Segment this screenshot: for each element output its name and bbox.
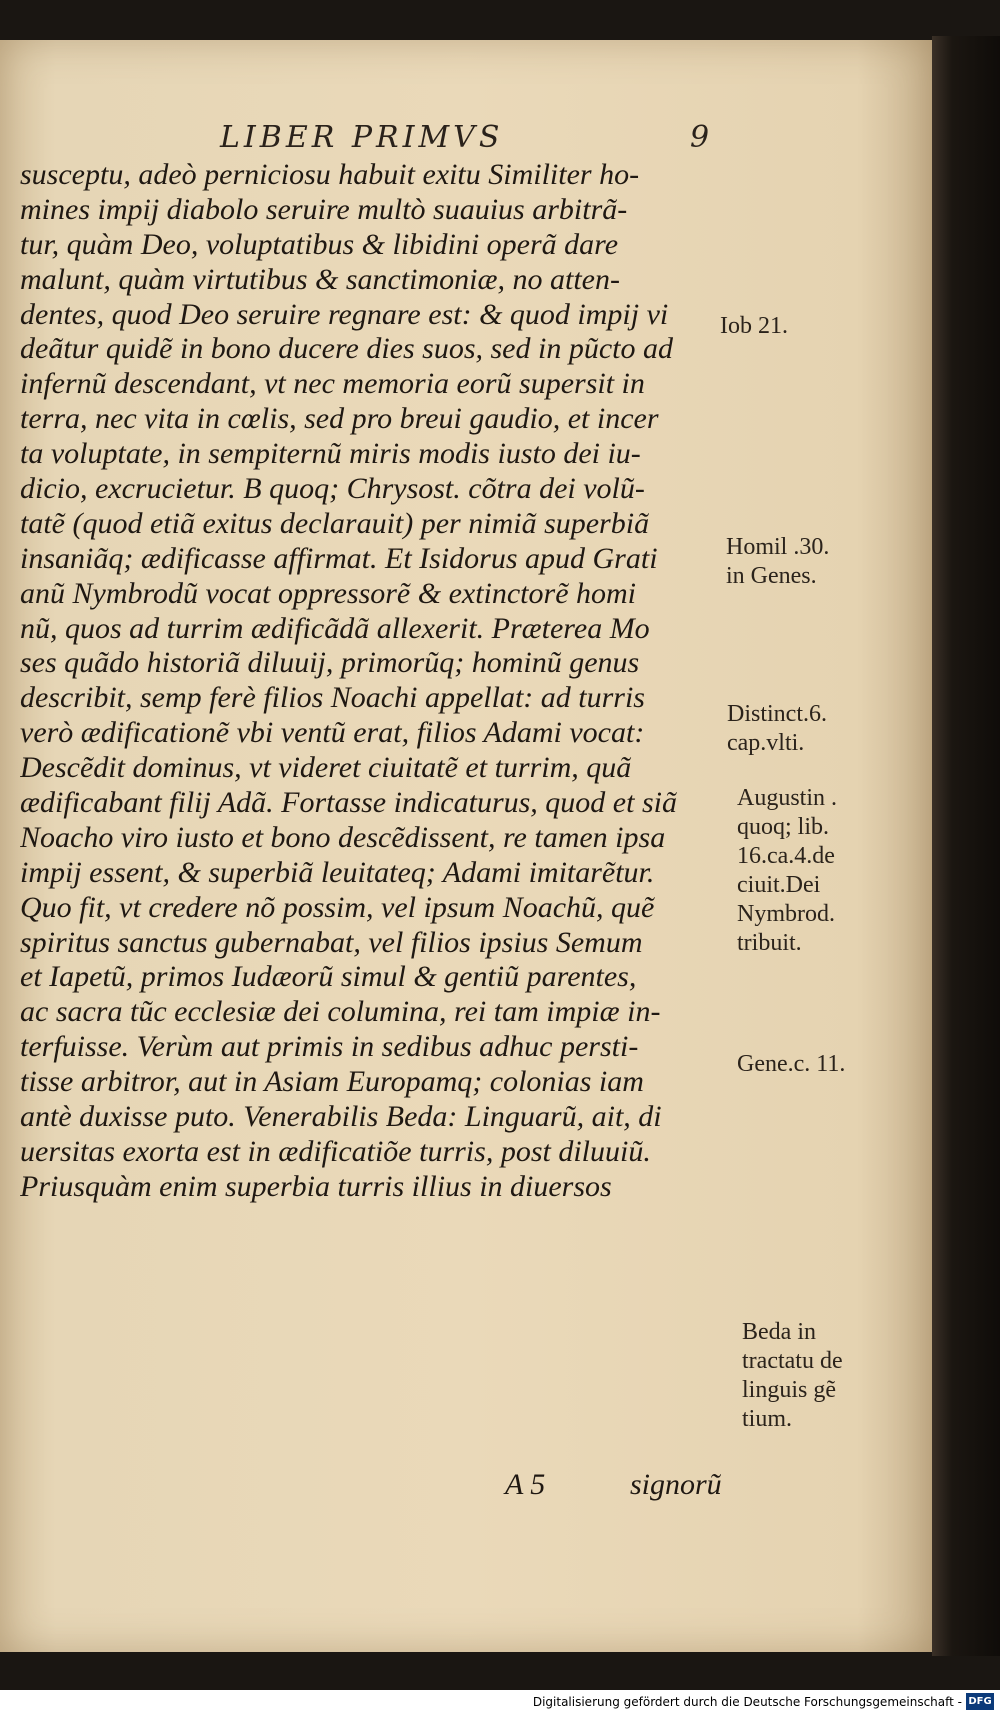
text-line: nũ, quos ad turrim ædificãdã allexerit. Præterea Mo (20, 611, 650, 645)
text-line: ta voluptate, in sempiternũ miris modis iusto dei iu- (20, 437, 641, 471)
dfg-logo: DFG (966, 1693, 994, 1710)
text-line: impij essent, & superbiã leuitateq; Adami imitarẽtur. (20, 855, 655, 889)
marginal-note-augustin (737, 784, 837, 958)
text-line: Priusquàm enim superbia turris illius in diuersos (20, 1169, 612, 1203)
marginal-line: Beda in (742, 1319, 816, 1345)
marginal-line: Homil .30. (726, 534, 830, 560)
text-line: susceptu, adeò perniciosu habuit exitu Similiter ho- (20, 158, 640, 191)
text-line: deãtur quidẽ in bono ducere dies suos, sed in pũcto ad (20, 332, 673, 366)
text-line: tatẽ (quod etiã exitus declarauit) per nimiã superbiã (20, 506, 650, 540)
marginal-line: tractatu de (742, 1348, 843, 1374)
text-line: dentes, quod Deo seruire regnare est: & quod impij vi (20, 297, 669, 331)
marginal-note-homil (726, 533, 829, 591)
marginal-line: ciuit.Dei (737, 872, 821, 898)
text-line: dicio, excrucietur. B quoq; Chrysost. cõtra dei volũ- (20, 472, 645, 506)
marginal-line: in Genes. (726, 563, 817, 589)
text-line: ædificabant filij Adã. Fortasse indicaturus, quod et siã (20, 786, 677, 820)
text-line: mines impij diabolo seruire multò suauius arbitrã- (20, 192, 628, 226)
marginal-line: Augustin . (737, 785, 838, 811)
text-line: malunt, quàm virtutibus & sanctimoniæ, no atten- (20, 262, 620, 296)
text-line: insaniãq; ædificasse affirmat. Et Isidorus apud Grati (20, 541, 658, 575)
book-edge (932, 36, 1000, 1656)
text-line: infernũ descendant, vt nec memoria eorũ supersit in (20, 367, 645, 401)
text-line: terra, nec vita in cœlis, sed pro breui gaudio, et incer (20, 402, 659, 436)
signature-mark: A 5 (505, 1468, 546, 1501)
text-line: anũ Nymbrodũ vocat oppressorẽ & extinctorẽ homi (20, 576, 637, 610)
marginal-line: tium. (742, 1406, 793, 1432)
funding-credit: Digitalisierung gefördert durch die Deutsche Forschungsgemeinschaft - (532, 1695, 962, 1709)
folio-number: 9 (690, 120, 714, 155)
running-head-title: LIBER PRIMVS (220, 120, 504, 155)
marginal-line: tribuit. (737, 930, 802, 956)
text-line: ac sacra tũc ecclesiæ dei columina, rei tam impiæ in- (20, 995, 661, 1029)
text-line: Noacho viro iusto et bono descẽdissent, re tamen ipsa (20, 820, 666, 854)
text-line: Descẽdit dominus, vt videret ciuitatẽ et turrim, quã (20, 751, 632, 785)
text-line: uersitas exorta est in ædificatiõe turris, post diluuiũ. (20, 1134, 651, 1168)
text-line: antè duxisse puto. Venerabilis Beda: Linguarũ, ait, di (20, 1100, 662, 1134)
marginal-line: Gene.c. 11. (737, 1051, 846, 1077)
text-line: verò ædificationẽ vbi ventũ erat, filios Adami vocat: (20, 716, 645, 750)
text-line: Quo fit, vt credere nõ possim, vel ipsum Noachũ, quẽ (20, 890, 655, 924)
marginal-line: Distinct.6. (727, 701, 827, 727)
marginal-line: Iob 21. (720, 313, 788, 339)
catchword-line (505, 1468, 745, 1508)
marginal-line: 16.ca.4.de (737, 843, 835, 869)
marginal-note-job (720, 312, 788, 341)
text-line: terfuisse. Verùm aut primis in sedibus adhuc persti- (20, 1030, 639, 1064)
footer-bar (0, 1690, 1000, 1718)
text-line: describit, semp ferè filios Noachi appellat: ad turris (20, 681, 645, 715)
text-line: ses quãdo historiã diluuij, primorũq; hominũ genus (20, 646, 640, 680)
marginal-line: quoq; lib. (737, 814, 830, 840)
marginal-note-distinct (727, 700, 827, 758)
catchword: signorũ (630, 1468, 722, 1501)
text-line: spiritus sanctus gubernabat, vel filios ipsius Semum (20, 925, 643, 959)
marginal-note-beda (742, 1318, 843, 1434)
marginal-note-gene (737, 1050, 845, 1079)
marginal-line: cap.vlti. (727, 730, 805, 756)
running-head (220, 120, 720, 160)
marginal-line: Nymbrod. (737, 901, 835, 927)
text-line: tur, quàm Deo, voluptatibus & libidini operã dare (20, 227, 619, 261)
text-line: tisse arbitror, aut in Asiam Europamq; colonias iam (20, 1065, 644, 1099)
marginal-line: linguis gẽ (742, 1377, 836, 1403)
main-text-block (20, 158, 720, 1205)
text-line: et Iapetũ, primos Iudæorũ simul & gentiũ parentes, (20, 960, 637, 994)
